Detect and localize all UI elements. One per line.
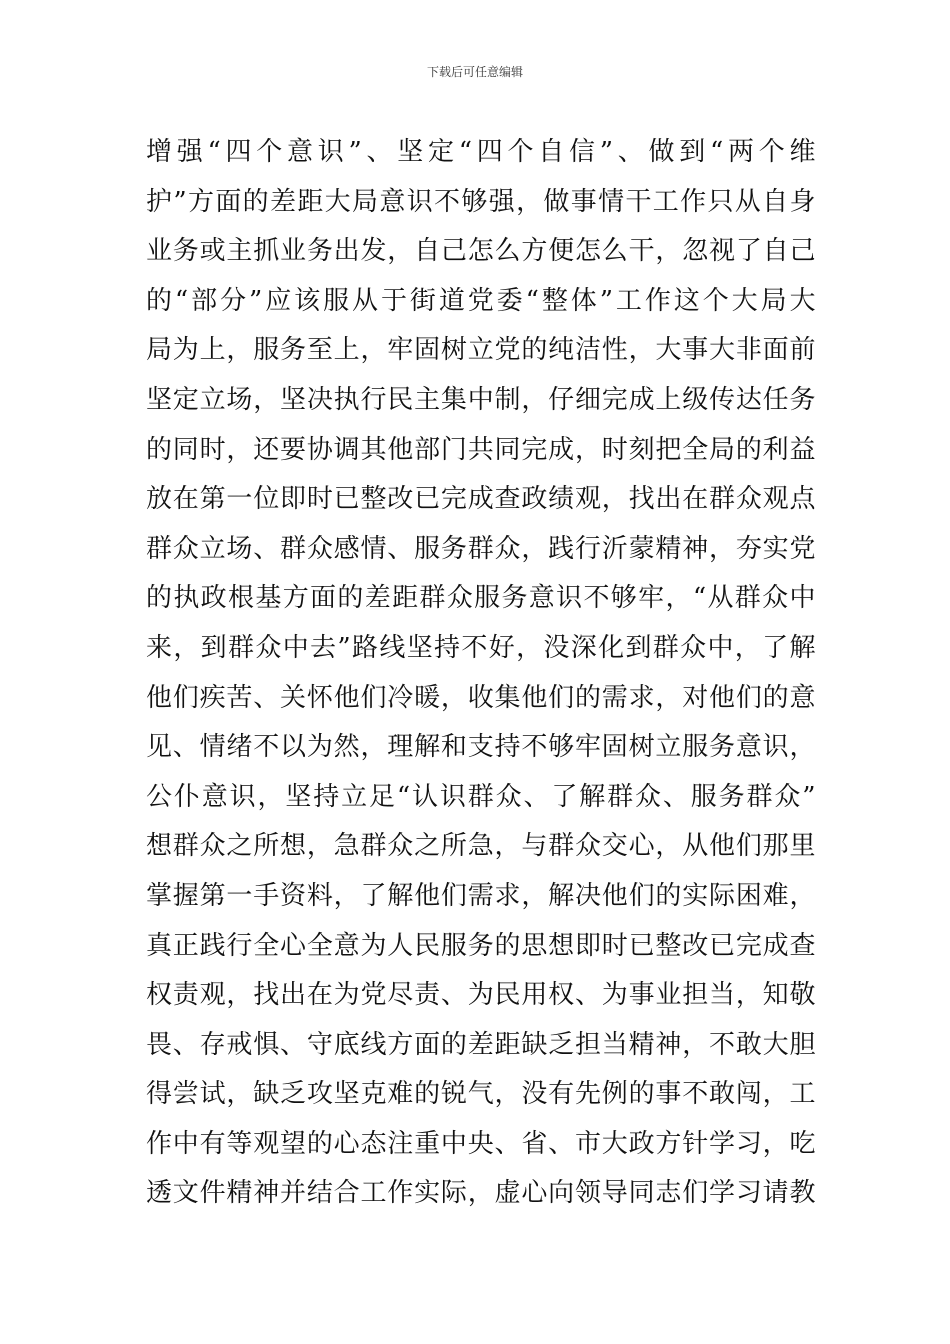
text-line: 增强“四个意识”、坚定“四个自信”、做到“两个维 bbox=[146, 137, 816, 167]
text-line: 见、情绪不以为然，理解和支持不够牢固树立服务意识， bbox=[146, 732, 816, 763]
text-line: 局为上，服务至上，牢固树立党的纯洁性，大事大非面前 bbox=[146, 335, 816, 366]
text-line: 畏、存戒惧、守底线方面的差距缺乏担当精神，不敢大胆 bbox=[146, 1029, 816, 1060]
text-line: 放在第一位即时已整改已完成查政绩观，找出在群众观点 bbox=[146, 484, 816, 515]
text-line: 群众立场、群众感情、服务群众，践行沂蒙精神，夯实党 bbox=[146, 533, 816, 564]
text-line: 来，到群众中去”路线坚持不好，没深化到群众中，了解 bbox=[146, 632, 816, 663]
text-line: 权责观，找出在为党尽责、为民用权、为事业担当，知敬 bbox=[146, 980, 816, 1011]
text-line: 的“部分”应该服从于街道党委“整体”工作这个大局大 bbox=[146, 285, 816, 316]
text-line: 公仆意识，坚持立足“认识群众、了解群众、服务群众” bbox=[146, 781, 816, 812]
text-line: 作中有等观望的心态注重中央、省、市大政方针学习，吃 bbox=[146, 1128, 816, 1159]
text-line: 真正践行全心全意为人民服务的思想即时已整改已完成查 bbox=[146, 930, 816, 961]
text-line: 得尝试，缺乏攻坚克难的锐气，没有先例的事不敢闯，工 bbox=[146, 1079, 816, 1110]
text-line: 业务或主抓业务出发，自己怎么方便怎么干，忽视了自己 bbox=[146, 236, 816, 267]
text-line: 他们疾苦、关怀他们冷暖，收集他们的需求，对他们的意 bbox=[146, 682, 816, 713]
body-text bbox=[146, 128, 816, 1219]
text-line: 护”方面的差距大局意识不够强，做事情干工作只从自身 bbox=[146, 186, 816, 217]
text-line: 的同时，还要协调其他部门共同完成，时刻把全局的利益 bbox=[146, 434, 816, 465]
text-line: 掌握第一手资料，了解他们需求，解决他们的实际困难， bbox=[146, 880, 816, 911]
header-note: 下载后可任意编辑 bbox=[426, 65, 523, 79]
text-line: 坚定立场，坚决执行民主集中制，仔细完成上级传达任务 bbox=[146, 384, 816, 415]
text-line: 透文件精神并结合工作实际，虚心向领导同志们学习请教 bbox=[146, 1178, 816, 1209]
text-line: 想群众之所想，急群众之所急，与群众交心，从他们那里 bbox=[146, 831, 816, 862]
text-line: 的执政根基方面的差距群众服务意识不够牢，“从群众中 bbox=[146, 583, 816, 614]
